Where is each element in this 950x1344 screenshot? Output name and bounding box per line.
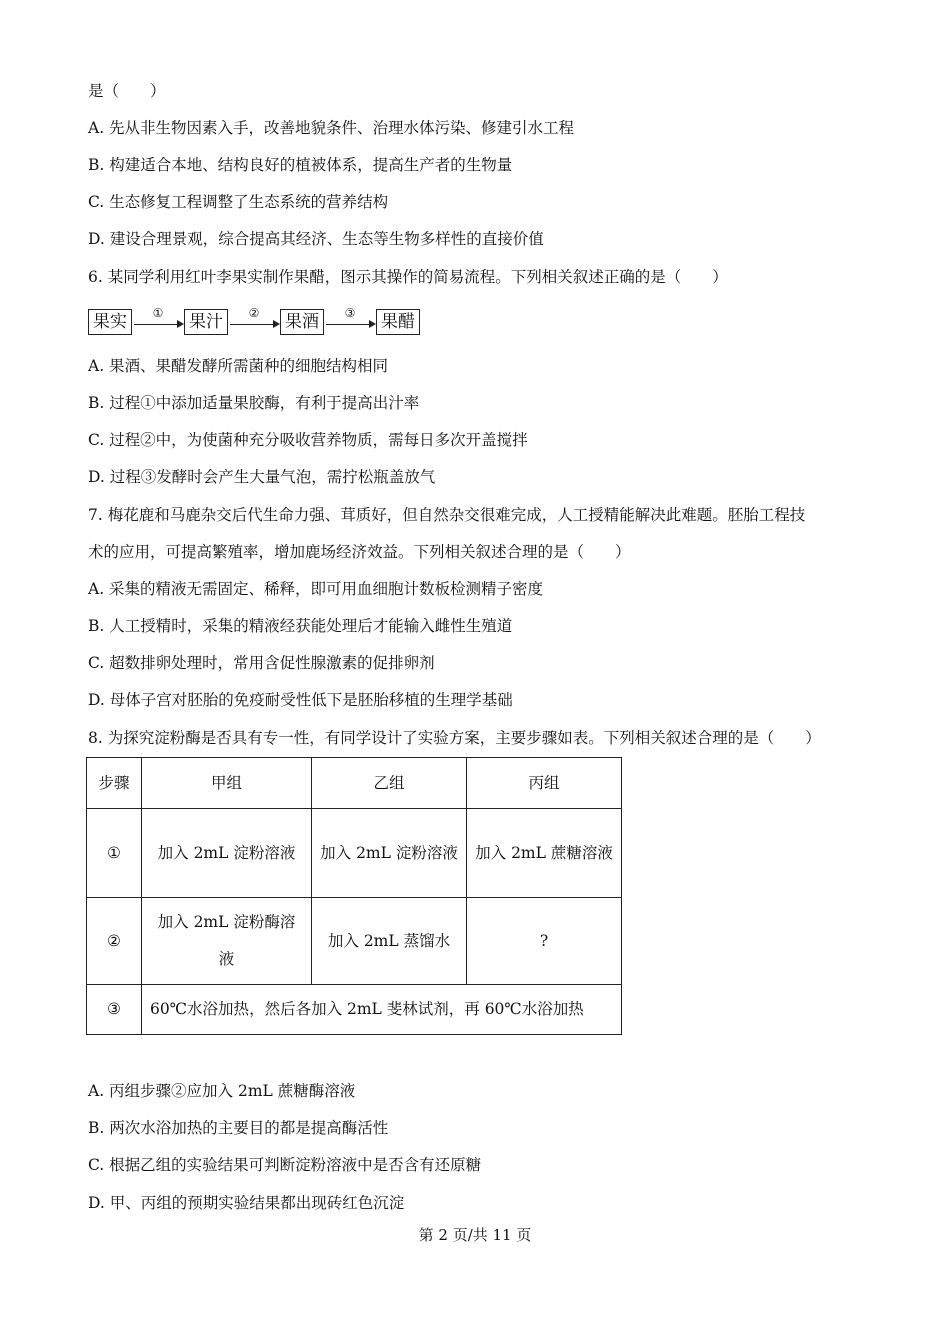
- flow-arrow-1: [132, 307, 184, 337]
- question-stem-end: 是（ ）: [88, 82, 166, 100]
- option-7a: A. 采集的精液无需固定、稀释，即可用血细胞计数板检测精子密度: [88, 580, 544, 598]
- table-cell: 加入 2mL 淀粉溶液: [142, 809, 312, 898]
- option-7c: C. 超数排卵处理时，常用含促性腺激素的促排卵剂: [88, 654, 435, 672]
- question-8: 8. 为探究淀粉酶是否具有专一性，有同学设计了实验方案，主要步骤如表。下列相关叙述合理的是（ ）: [88, 729, 821, 747]
- option-7d: D. 母体子宫对胚胎的免疫耐受性低下是胚胎移植的生理学基础: [88, 691, 513, 709]
- option-6d: D. 过程③发酵时会产生大量气泡，需拧松瓶盖放气: [88, 468, 436, 486]
- table-row: [87, 898, 622, 985]
- table-cell: 加入 2mL 蔗糖溶液: [467, 809, 622, 898]
- table-header-cell: 步骤: [87, 758, 142, 809]
- option-8d: D. 甲、丙组的预期实验结果都出现砖红色沉淀: [88, 1194, 405, 1212]
- page-footer: 第 2 页/共 11 页: [418, 1226, 532, 1244]
- table-header-cell: 乙组: [312, 758, 467, 809]
- table-cell: 加入 2mL 蒸馏水: [312, 898, 467, 985]
- table-cell: ③: [87, 985, 142, 1035]
- table-cell: 60℃水浴加热，然后各加入 2mL 斐林试剂，再 60℃水浴加热: [142, 985, 622, 1035]
- flow-box-vinegar: 果醋: [376, 309, 420, 335]
- table-header-cell: 丙组: [467, 758, 622, 809]
- flow-arrow-3: [324, 307, 376, 337]
- flow-box-juice: 果汁: [184, 309, 228, 335]
- flow-box-wine: 果酒: [280, 309, 324, 335]
- question-7-line-1: 7. 梅花鹿和马鹿杂交后代生命力强、茸质好，但自然杂交很难完成，人工授精能解决此难题。胚胎工程技: [88, 506, 806, 524]
- option-6b: B. 过程①中添加适量果胶酶，有利于提高出汁率: [88, 394, 420, 412]
- option-6a: A. 果酒、果醋发酵所需菌种的细胞结构相同: [88, 357, 389, 375]
- table-cell: 加入 2mL 淀粉溶液: [312, 809, 467, 898]
- flow-arrow-label-3: ③: [344, 306, 356, 320]
- experiment-table: [86, 757, 622, 1035]
- flow-box-fruit: 果实: [88, 309, 132, 335]
- table-cell: ①: [87, 809, 142, 898]
- table-cell: 加入 2mL 淀粉酶溶液: [142, 898, 312, 985]
- question-6: 6. 某同学利用红叶李果实制作果醋，图示其操作的简易流程。下列相关叙述正确的是（ ）: [88, 268, 728, 286]
- table-row: [87, 758, 622, 809]
- option-8b: B. 两次水浴加热的主要目的都是提高酶活性: [88, 1119, 389, 1137]
- option-8a: A. 丙组步骤②应加入 2mL 蔗糖酶溶液: [88, 1082, 356, 1100]
- table-row: [87, 985, 622, 1035]
- table-row: [87, 809, 622, 898]
- option-5a: A. 先从非生物因素入手，改善地貌条件、治理水体污染、修建引水工程: [88, 119, 575, 137]
- flow-arrow-label-2: ②: [248, 306, 260, 320]
- table-header-cell: 甲组: [142, 758, 312, 809]
- flow-arrow-label-1: ①: [152, 306, 164, 320]
- option-5d: D. 建设合理景观，综合提高其经济、生态等生物多样性的直接价值: [88, 230, 544, 248]
- question-7-line-2: 术的应用，可提高繁殖率，增加鹿场经济效益。下列相关叙述合理的是（ ）: [88, 543, 631, 561]
- option-6c: C. 过程②中，为使菌种充分吸收营养物质，需每日多次开盖搅拌: [88, 431, 528, 449]
- table-cell: ②: [87, 898, 142, 985]
- option-5c: C. 生态修复工程调整了生态系统的营养结构: [88, 193, 389, 211]
- option-5b: B. 构建适合本地、结构良好的植被体系，提高生产者的生物量: [88, 156, 513, 174]
- option-7b: B. 人工授精时，采集的精液经获能处理后才能输入雌性生殖道: [88, 617, 513, 635]
- flow-arrow-2: [228, 307, 280, 337]
- process-flowchart: [88, 307, 420, 337]
- table-cell: ?: [467, 898, 622, 985]
- option-8c: C. 根据乙组的实验结果可判断淀粉溶液中是否含有还原糖: [88, 1156, 482, 1174]
